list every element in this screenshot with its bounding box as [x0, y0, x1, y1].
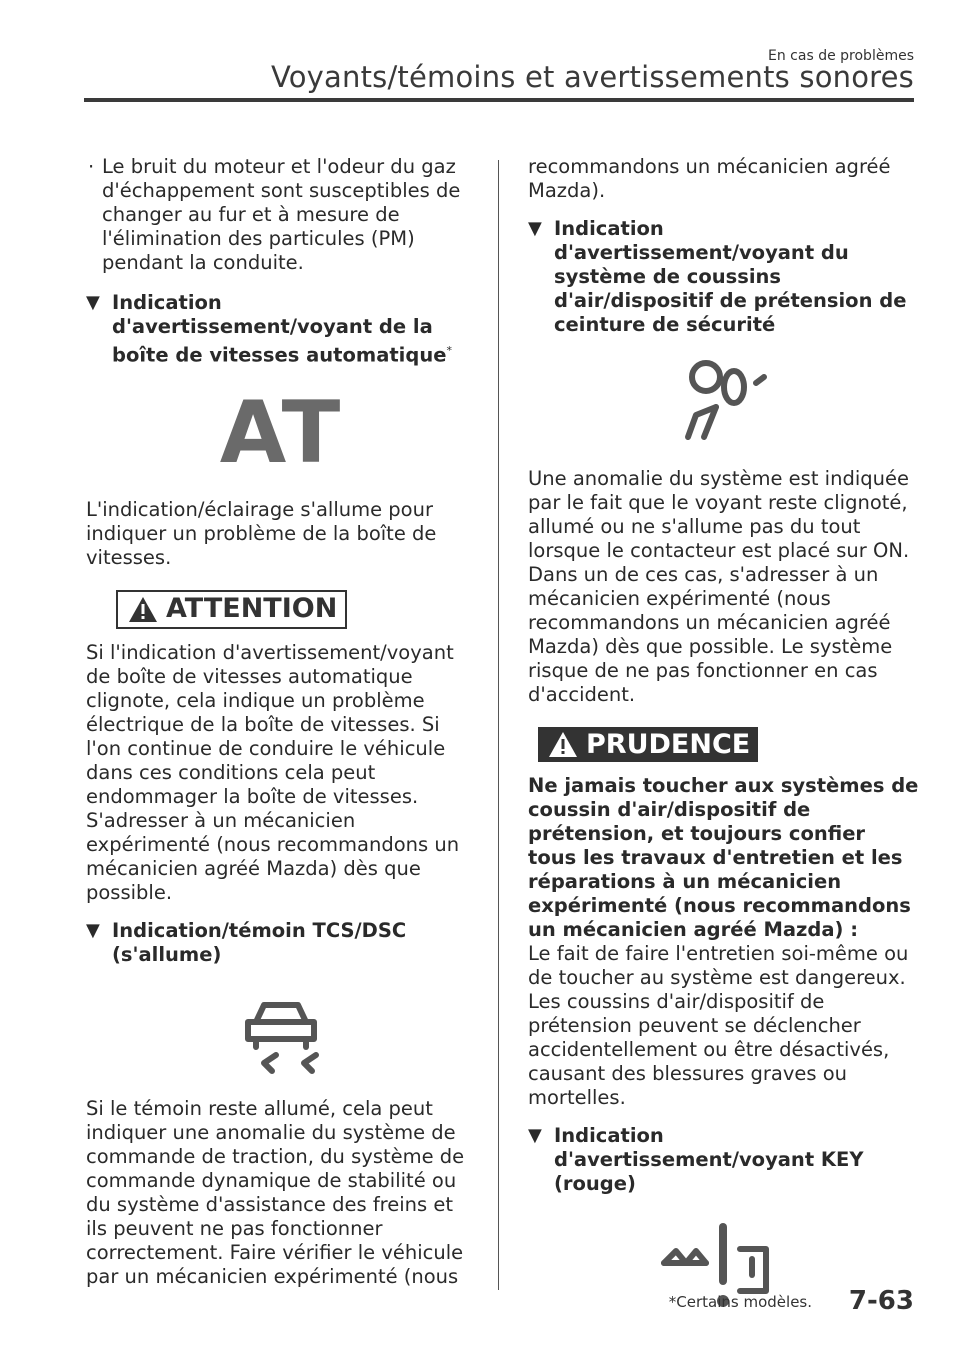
triangle-down-icon: ▼ — [86, 292, 100, 313]
at-description: L'indication/éclairage s'allume pour indiquer un problème de la boîte de vitesses. — [86, 497, 437, 569]
heading-at-warning — [86, 291, 476, 368]
prudence-label-box — [538, 727, 758, 762]
right-column — [528, 155, 920, 1326]
airbag-description: Une anomalie du système est indiquée par le fait que le voyant reste clignoté, allumé ou ne s'allume pas du tout lorsque le contacteur est placé sur ON. Dans un de ces cas, s'adresser à un mécanicien expérimenté (nous recommandons un mécanicien agréé Mazda) dès que possible. Le système risque de ne pas fonctionner en cas d'accident. — [528, 467, 910, 706]
heading-text: Indication/témoin TCS/DSC (s'allume) — [112, 918, 407, 966]
tcs-dsc-description: Si le témoin reste allumé, cela peut indiquer une anomalie du système de commande de traction, du système de commande dynamique de stabilité ou du système d'assistance des freins et ils peuvent ne pas fonctionner correctement. Faire vérifier le véhicule par un mécanicien expérimenté (nous — [86, 1096, 465, 1288]
attention-text: Si l'indication d'avertissement/voyant de boîte de vitesses automatique clignote, cela indique un problème électrique de la boîte de vitesses. Si l'on continue de conduire le véhicule dans ces conditions cela peut endommager la boîte de vitesses. S'adresser à un mécanicien expérimenté (nous recommandons un mécanicien agréé Mazda) dès que possible. — [86, 640, 460, 904]
header-rule — [84, 98, 914, 102]
prudence-text: Le fait de faire l'entretien soi-même ou de toucher au système est dangereux. Les coussins d'air/dispositif de prétension peuvent se déclencher accidentellement ou être désactivés, causant des blessures graves ou mortelles. — [528, 942, 909, 1109]
heading-airbag — [528, 217, 920, 337]
footnote: *Certains modèles. — [668, 1293, 812, 1311]
bullet-item — [86, 155, 476, 275]
continued-text: recommandons un mécanicien agréé Mazda). — [528, 155, 891, 202]
page-number: 7-63 — [848, 1286, 914, 1316]
at-warning-icon — [86, 378, 476, 488]
column-divider — [498, 160, 499, 1290]
prudence-bold-text: Ne jamais toucher aux systèmes de coussin d'air/dispositif de prétension, et toujours confier tous les travaux d'entretien et les réparations à un mécanicien expérimenté (nous recommandons un mécanicien agréé Mazda) : — [528, 774, 919, 941]
warning-triangle-icon — [548, 731, 578, 758]
heading-text: Indication d'avertissement/voyant de la boîte de vitesses automatique — [112, 291, 447, 367]
skidding-car-icon — [236, 987, 326, 1077]
footnote-mark: * — [446, 344, 452, 357]
left-column — [86, 155, 476, 1303]
heading-text: Indication d'avertissement/voyant du système de coussins d'air/dispositif de prétension de ceinture de sécurité — [554, 217, 907, 336]
attention-label: ATTENTION — [166, 593, 338, 624]
prudence-label: PRUDENCE — [586, 728, 751, 760]
running-header-section: En cas de problèmes — [768, 48, 914, 64]
heading-key — [528, 1124, 920, 1196]
heading-tcs-dsc — [86, 919, 476, 967]
warning-triangle-icon — [128, 596, 158, 623]
attention-label-box — [116, 590, 347, 629]
triangle-down-icon: ▼ — [86, 919, 100, 941]
triangle-down-icon: ▼ — [528, 218, 542, 239]
tcs-dsc-icon — [86, 977, 476, 1087]
at-icon-text: AT — [219, 382, 343, 483]
heading-text: Indication d'avertissement/voyant KEY (rouge) — [554, 1124, 864, 1195]
bullet-dot-icon: · — [88, 155, 95, 178]
airbag-warning-icon — [528, 347, 920, 457]
bullet-text: Le bruit du moteur et l'odeur du gaz d'échappement sont susceptibles de changer au fur et à mesure de l'élimination des particules (PM) pendant la conduite. — [102, 155, 461, 274]
triangle-down-icon: ▼ — [528, 1125, 542, 1146]
airbag-seatbelt-icon — [674, 357, 774, 447]
page-title: Voyants/témoins et avertissements sonores — [270, 60, 914, 94]
